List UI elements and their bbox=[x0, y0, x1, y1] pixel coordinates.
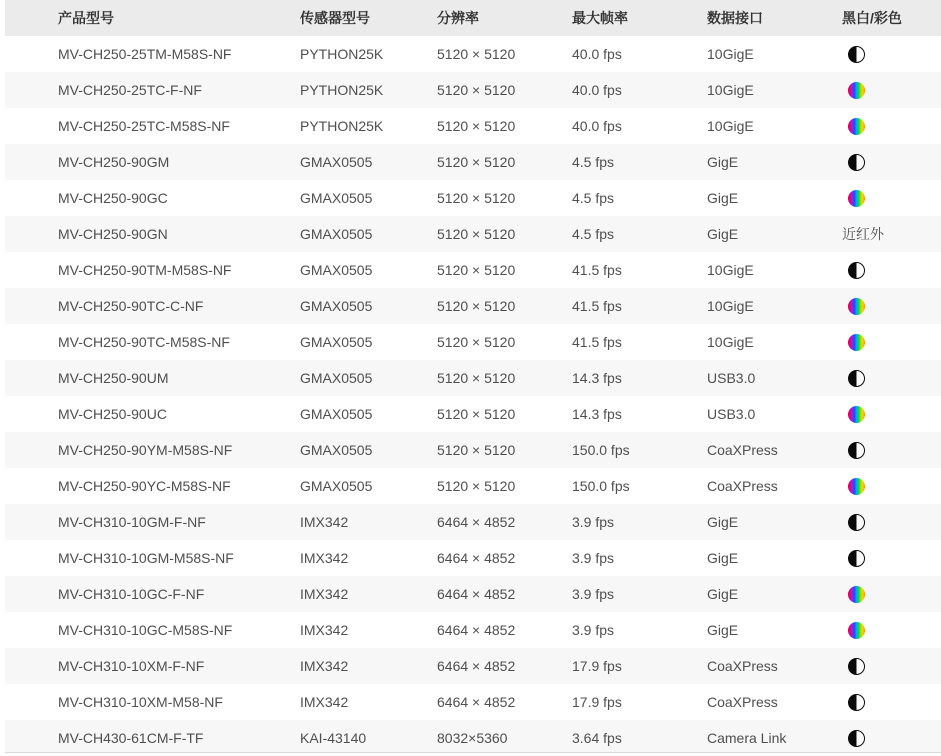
cell-chroma bbox=[842, 36, 941, 72]
cell-model: MV-CH250-90YC-M58S-NF bbox=[58, 478, 231, 494]
cell-chroma bbox=[842, 360, 941, 396]
table-row bbox=[5, 144, 941, 180]
cell-model: MV-CH430-61CM-F-TF bbox=[5, 720, 300, 756]
cell-sensor: GMAX0505 bbox=[300, 406, 373, 422]
cell-resolution: 6464 × 4852 bbox=[437, 550, 516, 566]
table-row bbox=[5, 180, 941, 216]
mono-half-circle-icon bbox=[848, 154, 865, 171]
cell-model: MV-CH250-90UM bbox=[58, 370, 169, 386]
cell-resolution: 5120 × 5120 bbox=[437, 46, 516, 62]
table-row bbox=[5, 540, 941, 576]
cell-chroma bbox=[842, 720, 941, 756]
cell-chroma bbox=[842, 504, 941, 540]
cell-model: MV-CH250-90GN bbox=[58, 226, 168, 242]
cell-interface: 10GigE bbox=[707, 262, 754, 278]
cell-model: MV-CH250-25TM-M58S-NF bbox=[58, 46, 232, 62]
cell-resolution: 5120 × 5120 bbox=[437, 82, 516, 98]
cell-max_fps: 4.5 fps bbox=[572, 226, 615, 242]
cell-interface: 10GigE bbox=[707, 118, 754, 134]
cell-interface: GigE bbox=[707, 550, 739, 566]
cell-sensor: IMX342 bbox=[300, 658, 349, 674]
cell-chroma bbox=[842, 612, 941, 648]
cell-max_fps: 150.0 fps bbox=[572, 478, 630, 494]
cell-sensor: GMAX0505 bbox=[300, 262, 373, 278]
table-row bbox=[5, 72, 941, 108]
mono-half-circle-icon bbox=[848, 550, 865, 567]
column-header-sensor: 传感器型号 bbox=[300, 0, 437, 36]
cell-interface: 10GigE bbox=[707, 46, 754, 62]
cell-max_fps: 14.3 fps bbox=[572, 406, 622, 422]
rainbow-circle-icon bbox=[848, 118, 865, 135]
table-row bbox=[5, 504, 941, 540]
cell-interface: GigE bbox=[707, 622, 739, 638]
mono-half-circle-icon bbox=[848, 694, 865, 711]
cell-chroma bbox=[842, 540, 941, 576]
cell-resolution: 6464 × 4852 bbox=[437, 622, 516, 638]
cell-sensor: GMAX0505 bbox=[300, 370, 373, 386]
cell-interface: CoaXPress bbox=[707, 658, 778, 674]
cell-model: MV-CH250-25TC-F-NF bbox=[58, 82, 202, 98]
cell-sensor: PYTHON25K bbox=[300, 118, 384, 134]
table-row bbox=[5, 360, 941, 396]
cell-max_fps: 3.64 fps bbox=[572, 720, 707, 756]
cell-max_fps: 17.9 fps bbox=[572, 658, 622, 674]
cell-resolution: 5120 × 5120 bbox=[437, 298, 516, 314]
cell-resolution: 5120 × 5120 bbox=[437, 406, 516, 422]
cell-interface: CoaXPress bbox=[707, 442, 778, 458]
cell-resolution: 6464 × 4852 bbox=[437, 586, 516, 602]
cell-sensor: GMAX0505 bbox=[300, 154, 373, 170]
cell-sensor: GMAX0505 bbox=[300, 334, 373, 350]
cell-resolution: 5120 × 5120 bbox=[437, 442, 516, 458]
rainbow-circle-icon bbox=[848, 334, 865, 351]
cell-sensor: GMAX0505 bbox=[300, 226, 373, 242]
cell-resolution: 5120 × 5120 bbox=[437, 262, 516, 278]
cell-sensor: GMAX0505 bbox=[300, 478, 373, 494]
cell-chroma bbox=[842, 324, 941, 360]
cell-sensor: IMX342 bbox=[300, 694, 349, 710]
rainbow-circle-icon bbox=[848, 622, 865, 639]
cell-sensor: IMX342 bbox=[300, 586, 349, 602]
column-header-resolution: 分辨率 bbox=[437, 0, 572, 36]
cell-model: MV-CH250-90TC-C-NF bbox=[58, 298, 204, 314]
mono-half-circle-icon bbox=[848, 46, 865, 63]
cell-interface: GigE bbox=[707, 190, 739, 206]
cell-chroma bbox=[842, 288, 941, 324]
rainbow-circle-icon bbox=[848, 298, 865, 315]
cell-sensor: GMAX0505 bbox=[300, 298, 373, 314]
table-row bbox=[5, 648, 941, 684]
near-infrared-label: 近红外 bbox=[842, 226, 884, 242]
cell-resolution: 6464 × 4852 bbox=[437, 694, 516, 710]
cell-model: MV-CH250-90GC bbox=[58, 190, 168, 206]
cell-interface: CoaXPress bbox=[707, 478, 778, 494]
cell-resolution: 5120 × 5120 bbox=[437, 334, 516, 350]
table-row bbox=[5, 216, 941, 252]
cell-max_fps: 41.5 fps bbox=[572, 298, 622, 314]
cell-chroma bbox=[842, 144, 941, 180]
rainbow-circle-icon bbox=[848, 190, 865, 207]
cell-chroma bbox=[842, 648, 941, 684]
cell-model: MV-CH250-90TM-M58S-NF bbox=[58, 262, 232, 278]
rainbow-circle-icon bbox=[848, 478, 865, 495]
cell-max_fps: 14.3 fps bbox=[572, 370, 622, 386]
cell-interface: GigE bbox=[707, 586, 739, 602]
cell-model: MV-CH250-25TC-M58S-NF bbox=[58, 118, 230, 134]
table-row bbox=[5, 612, 941, 648]
cell-resolution: 5120 × 5120 bbox=[437, 226, 516, 242]
cell-interface: GigE bbox=[707, 226, 739, 242]
cell-resolution: 5120 × 5120 bbox=[437, 190, 516, 206]
cell-max_fps: 40.0 fps bbox=[572, 46, 622, 62]
cell-resolution: 6464 × 4852 bbox=[437, 514, 516, 530]
cell-resolution: 6464 × 4852 bbox=[437, 658, 516, 674]
cell-max_fps: 41.5 fps bbox=[572, 262, 622, 278]
cell-interface: 10GigE bbox=[707, 334, 754, 350]
cell-model: MV-CH310-10XM-M58-NF bbox=[58, 694, 223, 710]
cell-model: MV-CH310-10GM-M58S-NF bbox=[58, 550, 234, 566]
table-row bbox=[5, 252, 941, 288]
cell-chroma bbox=[842, 468, 941, 504]
rainbow-circle-icon bbox=[848, 586, 865, 603]
cell-interface: USB3.0 bbox=[707, 370, 756, 386]
cell-resolution: 5120 × 5120 bbox=[437, 154, 516, 170]
cell-sensor: GMAX0505 bbox=[300, 442, 373, 458]
column-header-model: 产品型号 bbox=[5, 0, 300, 36]
cell-max_fps: 4.5 fps bbox=[572, 190, 615, 206]
cell-chroma bbox=[842, 576, 941, 612]
cell-sensor: KAI-43140 bbox=[300, 720, 437, 756]
cell-model: MV-CH250-90GM bbox=[58, 154, 170, 170]
cell-chroma bbox=[842, 396, 941, 432]
cell-sensor: PYTHON25K bbox=[300, 82, 384, 98]
product-spec-table bbox=[5, 0, 941, 756]
column-header-max_fps: 最大帧率 bbox=[572, 0, 707, 36]
table-row bbox=[5, 684, 941, 720]
cell-sensor: PYTHON25K bbox=[300, 46, 384, 62]
rainbow-circle-icon bbox=[848, 82, 865, 99]
cell-resolution: 5120 × 5120 bbox=[437, 118, 516, 134]
table-row bbox=[5, 576, 941, 612]
cell-chroma bbox=[842, 72, 941, 108]
cell-chroma bbox=[842, 432, 941, 468]
table-row bbox=[5, 468, 941, 504]
cell-model: MV-CH250-90TC-M58S-NF bbox=[58, 334, 230, 350]
header-row bbox=[5, 0, 941, 36]
table-row bbox=[5, 324, 941, 360]
column-header-chroma: 黑白/彩色 bbox=[842, 0, 941, 36]
cell-interface: CoaXPress bbox=[707, 694, 778, 710]
cell-max_fps: 3.9 fps bbox=[572, 586, 615, 602]
table-row bbox=[5, 108, 941, 144]
cell-sensor: IMX342 bbox=[300, 622, 349, 638]
cell-interface: GigE bbox=[707, 514, 739, 530]
cell-chroma bbox=[842, 180, 941, 216]
cell-chroma bbox=[842, 684, 941, 720]
mono-half-circle-icon bbox=[848, 730, 865, 747]
cell-resolution: 5120 × 5120 bbox=[437, 478, 516, 494]
cell-model: MV-CH310-10GC-M58S-NF bbox=[58, 622, 233, 638]
table-row bbox=[5, 432, 941, 468]
table-header bbox=[5, 0, 941, 36]
cell-model: MV-CH310-10XM-F-NF bbox=[58, 658, 205, 674]
cell-max_fps: 3.9 fps bbox=[572, 550, 615, 566]
mono-half-circle-icon bbox=[848, 370, 865, 387]
cell-model: MV-CH250-90UC bbox=[58, 406, 167, 422]
table-row bbox=[5, 720, 941, 756]
cell-max_fps: 3.9 fps bbox=[572, 514, 615, 530]
rainbow-circle-icon bbox=[848, 406, 865, 423]
mono-half-circle-icon bbox=[848, 442, 865, 459]
mono-half-circle-icon bbox=[848, 262, 865, 279]
table-row bbox=[5, 396, 941, 432]
cell-model: MV-CH310-10GC-F-NF bbox=[58, 586, 205, 602]
cell-interface: 10GigE bbox=[707, 298, 754, 314]
cell-resolution: 5120 × 5120 bbox=[437, 370, 516, 386]
cell-max_fps: 4.5 fps bbox=[572, 154, 615, 170]
cell-chroma bbox=[842, 252, 941, 288]
table-body bbox=[5, 36, 941, 756]
cell-max_fps: 40.0 fps bbox=[572, 118, 622, 134]
column-header-interface: 数据接口 bbox=[707, 0, 842, 36]
table-row bbox=[5, 288, 941, 324]
cell-max_fps: 17.9 fps bbox=[572, 694, 622, 710]
cell-model: MV-CH310-10GM-F-NF bbox=[58, 514, 206, 530]
cell-sensor: IMX342 bbox=[300, 514, 349, 530]
cell-max_fps: 3.9 fps bbox=[572, 622, 615, 638]
cell-interface: USB3.0 bbox=[707, 406, 756, 422]
cell-sensor: GMAX0505 bbox=[300, 190, 373, 206]
cell-interface: GigE bbox=[707, 154, 739, 170]
mono-half-circle-icon bbox=[848, 658, 865, 675]
cell-max_fps: 41.5 fps bbox=[572, 334, 622, 350]
cell-max_fps: 150.0 fps bbox=[572, 442, 630, 458]
cell-max_fps: 40.0 fps bbox=[572, 82, 622, 98]
cell-chroma bbox=[842, 108, 941, 144]
cell-resolution: 8032×5360 bbox=[437, 720, 572, 756]
table-row bbox=[5, 36, 941, 72]
cell-model: MV-CH250-90YM-M58S-NF bbox=[58, 442, 233, 458]
cell-sensor: IMX342 bbox=[300, 550, 349, 566]
cell-interface: Camera Link bbox=[707, 720, 842, 756]
mono-half-circle-icon bbox=[848, 514, 865, 531]
cell-chroma bbox=[842, 216, 941, 252]
cell-interface: 10GigE bbox=[707, 82, 754, 98]
